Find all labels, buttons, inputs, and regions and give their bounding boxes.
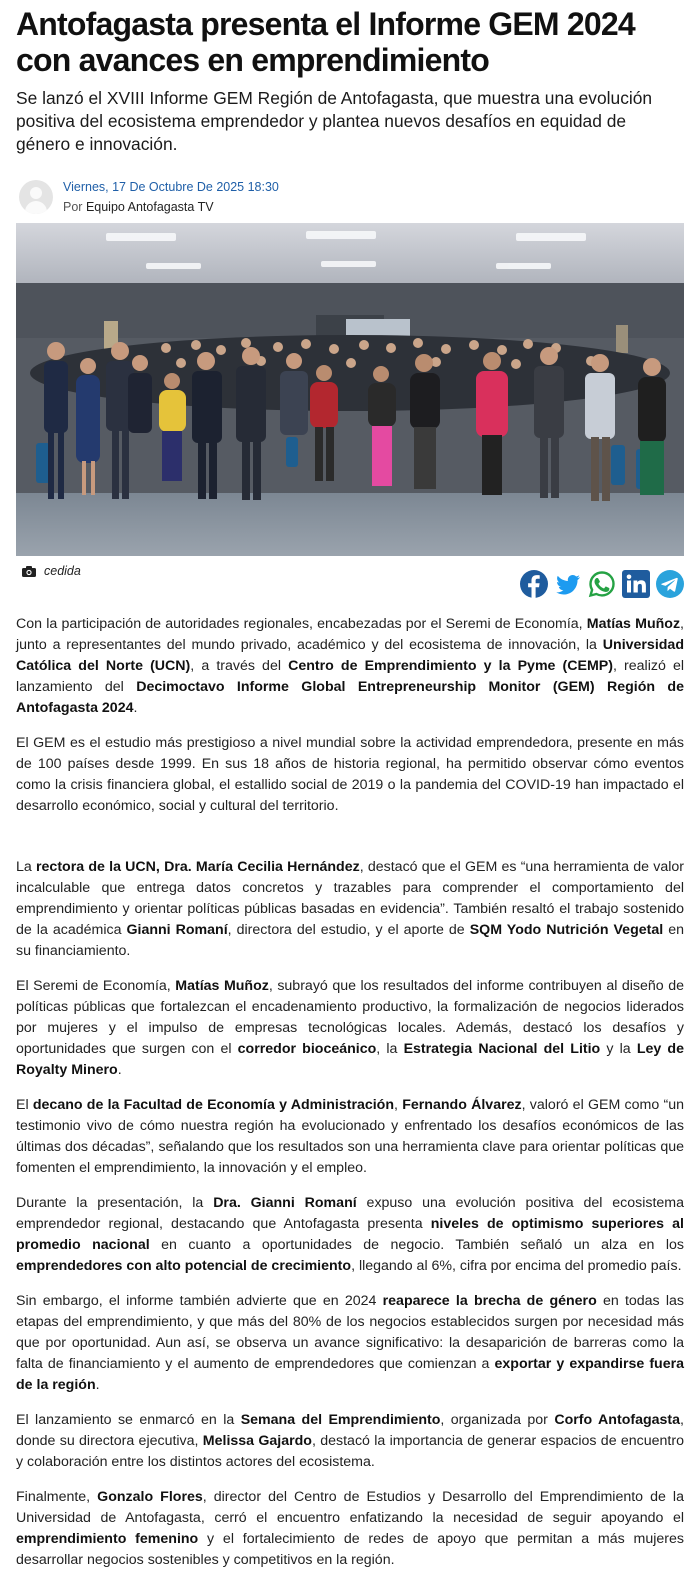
paragraph-text: , a través del	[190, 658, 289, 674]
paragraph-text: El lanzamiento se enmarcó en la	[16, 1412, 241, 1428]
bold-text: Dra. Gianni Romaní	[213, 1195, 357, 1211]
bold-text: SQM Yodo Nutrición Vegetal	[469, 922, 664, 938]
bold-text: Gianni Romaní	[126, 922, 228, 938]
paragraph-text: ,	[394, 1097, 403, 1113]
camera-icon	[22, 566, 36, 577]
paragraph-text: , director del Centro de Estudios y Desarrollo del Emprendimiento de la Universidad de Antofagasta, cerró el encuentro enfatizando la necesidad de seguir apoyando el	[16, 1489, 684, 1526]
bold-text: emprendedores con alto potencial de crecimiento	[16, 1258, 352, 1274]
bold-text: Universidad Católica del Norte (UCN)	[16, 637, 684, 674]
linkedin-icon[interactable]	[622, 570, 650, 598]
article-paragraph	[16, 1291, 684, 1396]
paragraph-text: El Seremi de Economía,	[16, 978, 176, 994]
bold-text: reaparece la brecha de género	[382, 1293, 597, 1309]
bold-text: Centro de Emprendimiento y la Pyme (CEMP)	[288, 658, 613, 674]
paragraph-text: , destacó la importancia de generar espacios de encuentro y colaboración entre los distintos actores del ecosistema.	[16, 1433, 684, 1470]
article-subtitle: Se lanzó el XVIII Informe GEM Región de Antofagasta, que muestra una evolución positiva del ecosistema emprendedor y plantea nuevos desafíos en equidad de género e innovación.	[16, 88, 653, 154]
photo-caption-row	[16, 560, 684, 604]
article-paragraph	[16, 976, 684, 1081]
bold-text: Fernando Álvarez	[402, 1097, 522, 1113]
paragraph-text: , realizó el lanzamiento del	[16, 658, 684, 695]
paragraph-text: , organizada por	[440, 1412, 555, 1428]
paragraph-text: , destacó que el GEM es “una herramienta de valor incalculable que entrega datos concretos y trazables para comprender el comportamiento del emprendimiento y orientar políticas públicas basadas en evidencia”. También resaltó el trabajo sostenido de la académica	[16, 859, 684, 938]
share-buttons	[520, 570, 684, 598]
byline-meta	[63, 179, 279, 215]
paragraph-text: , junto a representantes del mundo privado, académico y del ecosistema de innovación, la	[16, 616, 684, 653]
paragraph-text: , llegando al 6%, cifra por encima del promedio país.	[351, 1258, 682, 1274]
byline	[16, 178, 684, 216]
article-paragraph	[16, 1095, 684, 1179]
article-paragraph	[16, 1487, 684, 1571]
bold-text: Ley de Royalty Minero	[16, 1041, 684, 1078]
bold-text: corredor bioceánico	[237, 1041, 377, 1057]
photo-caption	[22, 564, 81, 578]
bold-text: Estrategia Nacional del Litio	[403, 1041, 601, 1057]
bold-text: niveles de optimismo superiores al promedio nacional	[16, 1216, 684, 1253]
bold-text: Matías Muñoz	[586, 616, 681, 632]
bold-text: Gonzalo Flores	[97, 1489, 203, 1505]
paragraph-text: Durante la presentación, la	[16, 1195, 214, 1211]
twitter-icon[interactable]	[554, 570, 582, 598]
paragraph-text: en cuanto a oportunidades de negocio. También señaló un alza en los	[149, 1237, 684, 1253]
bold-text: Decimoctavo Informe Global Entrepreneurship Monitor (GEM) Región de Antofagasta 2024	[16, 679, 684, 716]
bold-text: exportar y expandirse fuera de la región	[16, 1356, 685, 1393]
bold-text: decano de la Facultad de Economía y Administración	[32, 1097, 395, 1113]
bold-text: Matías Muñoz	[175, 978, 269, 994]
article-paragraph	[16, 1193, 684, 1277]
paragraph-text: en todas las etapas del emprendimiento, y que más del 80% de los negocios establecidos surgen por necesidad más que por oportunidad. Aun así, se observa un avance significativo: la desaparición de barreras como la falta de financiamiento y el aumento de emprendedores que comienzan a	[16, 1293, 684, 1372]
paragraph-text: Con la participación de autoridades regionales, encabezadas por el Seremi de Economía,	[16, 616, 587, 632]
paragraph-text: .	[117, 1062, 122, 1078]
article-paragraph	[16, 857, 684, 962]
paragraph-text: Finalmente,	[16, 1489, 98, 1505]
author-avatar	[19, 180, 53, 214]
paragraph-text: expuso una evolución positiva del ecosistema emprendedor regional, destacando que Antofagasta presenta	[16, 1195, 685, 1232]
author-prefix: Por	[63, 200, 83, 214]
telegram-icon[interactable]	[656, 570, 684, 598]
author-line	[63, 199, 279, 215]
article-photo	[16, 223, 684, 556]
bold-text: Semana del Emprendimiento	[240, 1412, 441, 1428]
paragraph-text: y la	[600, 1041, 637, 1057]
paragraph-text: , valoró el GEM como “un testimonio vivo de cómo nuestra región ha evolucionado y enfrentado los desafíos económicos de las últimas dos décadas”, señalando que los resultados son una herramienta clave para orientar políticas que fomenten el emprendimiento, la innovación y el empleo.	[16, 1097, 684, 1176]
bold-text: Melissa Gajardo	[202, 1433, 312, 1449]
article-title: Antofagasta presenta el Informe GEM 2024 con avances en emprendimiento	[16, 6, 635, 78]
publish-date: Viernes, 17 De Octubre De 2025 18:30	[63, 180, 279, 194]
paragraph-text: El GEM es el estudio más prestigioso a nivel mundial sobre la actividad emprendedora, presente en más de 100 países desde 1999. En sus 18 años de historia regional, ha permitido observar cómo eventos como la crisis financiera global, el estallido social de 2019 o la pandemia del COVID-19 han impactado el desarrollo económico, social y cultural del territorio.	[16, 735, 684, 814]
photo-credit: cedida	[44, 564, 81, 578]
paragraph-text: , subrayó que los resultados del informe contribuyen al diseño de políticas públicas que fortalezcan el encadenamiento productivo, la formalización de negocios liderados por mujeres y el impulso de empresas tecnológicas locales. Además, destacó los desafíos y oportunidades que surgen con el	[16, 978, 684, 1057]
paragraph-text: y el fortalecimiento de redes de apoyo que permitan a más mujeres desarrollar negocios sostenibles y competitivos en la región.	[16, 1531, 684, 1568]
bold-text: rectora de la UCN, Dra. María Cecilia Hernández	[36, 859, 360, 875]
author-name[interactable]: Equipo Antofagasta TV	[85, 200, 214, 214]
paragraph-text: El	[16, 1097, 33, 1113]
paragraph-text: en su financiamiento.	[16, 922, 684, 959]
paragraph-text: .	[95, 1377, 100, 1393]
paragraph-text: La	[16, 859, 37, 875]
facebook-icon[interactable]	[520, 570, 548, 598]
bold-text: emprendimiento femenino	[16, 1531, 199, 1547]
paragraph-text: Sin embargo, el informe también advierte que en 2024	[16, 1293, 383, 1309]
article-paragraph	[16, 733, 684, 817]
whatsapp-icon[interactable]	[588, 570, 616, 598]
paragraph-text: .	[133, 700, 138, 716]
paragraph-text: , donde su directora ejecutiva,	[16, 1412, 684, 1449]
paragraph-text: , directora del estudio, y el aporte de	[227, 922, 470, 938]
paragraph-text: , la	[376, 1041, 404, 1057]
article-body	[16, 614, 684, 1571]
article-paragraph	[16, 614, 684, 719]
article-paragraph	[16, 1410, 684, 1473]
bold-text: Corfo Antofagasta	[554, 1412, 681, 1428]
